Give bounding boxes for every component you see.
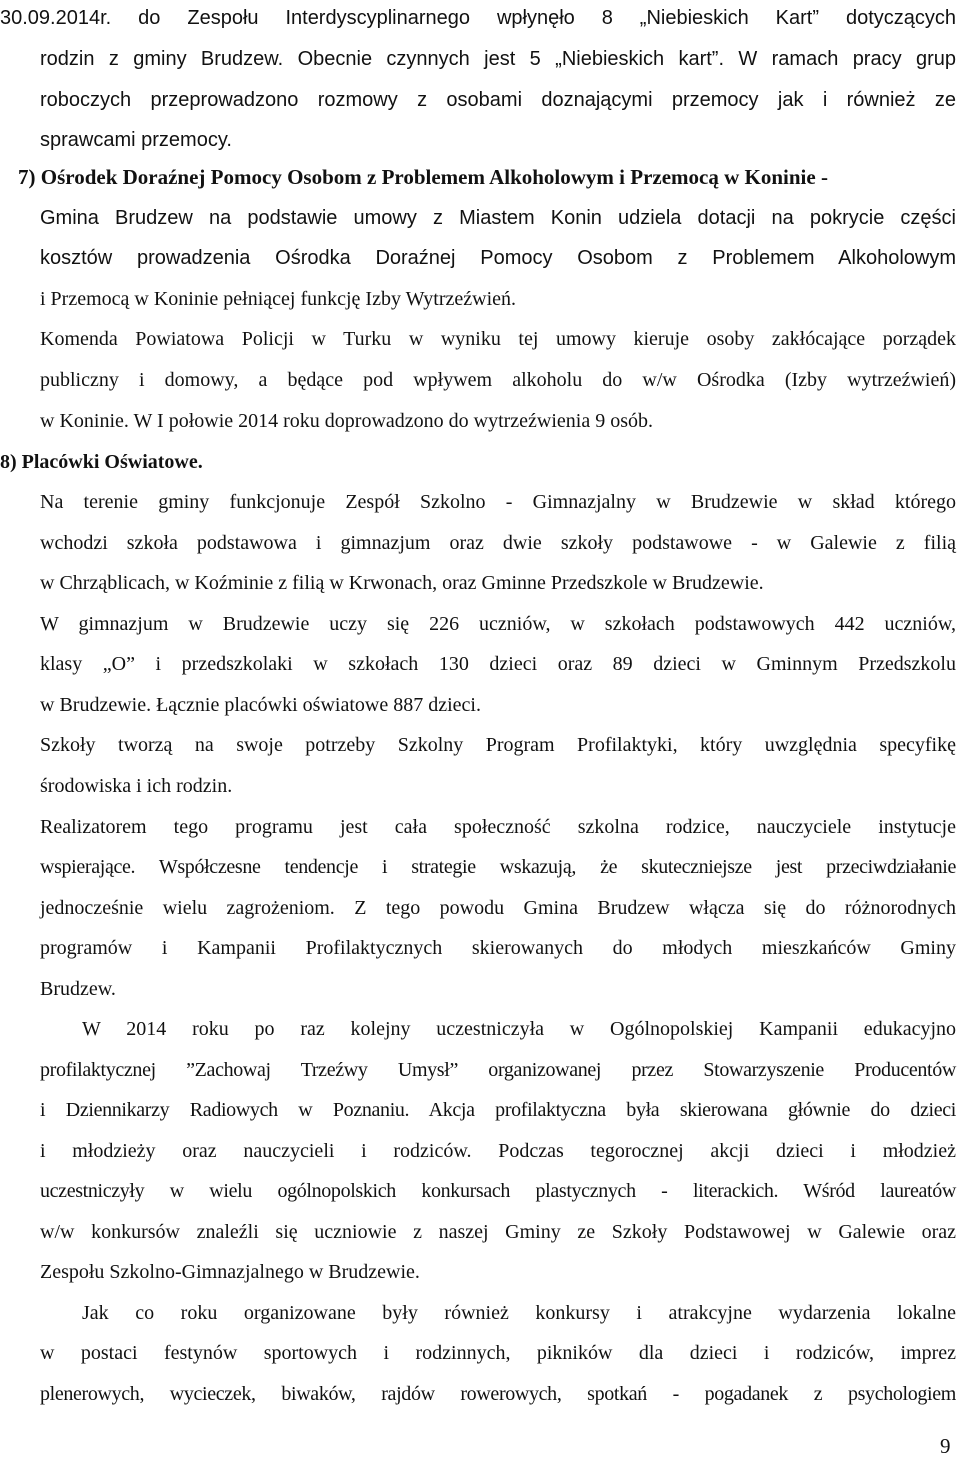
page-number: 9 — [940, 1434, 951, 1458]
section-heading: 7) Ośrodek Doraźnej Pomocy Osobom z Problemem Alkoholowym i Przemocą w Koninie - — [18, 165, 828, 189]
section-line: w Chrząblicach, w Koźminie z filią w Krwonach, oraz Gminne Przedszkole w Brudzewie. — [40, 572, 764, 594]
section-line: Szkoły tworzą na swoje potrzeby Szkolny Program Profilaktyki, który uwzględnia specyfikę — [40, 734, 956, 756]
section-heading: 8) Placówki Oświatowe. — [0, 451, 203, 473]
section-line: profilaktycznej ”Zachowaj Trzeźwy Umysł” organizowanej przez Stowarzyszenie Producentów — [40, 1059, 956, 1081]
section-line: Komenda Powiatowa Policji w Turku w wyniku tej umowy kieruje osoby zakłócające porządek — [40, 328, 956, 350]
section-line: W 2014 roku po raz kolejny uczestniczyła w Ogólnopolskiej Kampanii edukacyjno — [82, 1018, 956, 1040]
section-line: w postaci festynów sportowych i rodzinnych, pikników dla dzieci i rodziców, imprez — [40, 1342, 956, 1364]
section-line: i Przemocą w Koninie pełniącej funkcję Izby Wytrzeźwień. — [40, 288, 517, 310]
section-line: w Brudzewie. Łącznie placówki oświatowe 887 dzieci. — [40, 694, 481, 716]
intro-line: roboczych przeprowadzono rozmowy z osobami doznającymi przemocy jak i również ze — [40, 89, 956, 111]
section-line: publiczny i domowy, a będące pod wpływem alkoholu do w/w Ośrodka (Izby wytrzeźwień) — [40, 369, 956, 391]
section-line: W gimnazjum w Brudzewie uczy się 226 uczniów, w szkołach podstawowych 442 uczniów, — [40, 613, 956, 635]
section-line: środowiska i ich rodzin. — [40, 775, 233, 797]
section-line: wchodzi szkoła podstawowa i gimnazjum oraz dwie szkoły podstawowe - w Galewie z filią — [40, 532, 956, 554]
intro-line: 30.09.2014r. do Zespołu Interdyscyplinarnego wpłynęło 8 „Niebieskich Kart” dotyczących — [0, 7, 956, 29]
section-line: programów i Kampanii Profilaktycznych skierowanych do młodych mieszkańców Gminy — [40, 937, 956, 959]
section-line: i Dziennikarzy Radiowych w Poznaniu. Akcja profilaktyczna była skierowana głównie do dzieci — [40, 1099, 956, 1121]
section-line: Realizatorem tego programu jest cała społeczność szkolna rodzice, nauczyciele instytucje — [40, 816, 956, 838]
section-line: Brudzew. — [40, 978, 116, 1000]
section-line: Jak co roku organizowane były również konkursy i atrakcyjne wydarzenia lokalne — [82, 1302, 956, 1324]
section-line: uczestniczyły w wielu ogólnopolskich konkursach plastycznych - literackich. Wśród laureatów — [40, 1180, 956, 1202]
section-line: Zespołu Szkolno-Gimnazjalnego w Brudzewie. — [40, 1261, 420, 1283]
section-line: jednocześnie wielu zagrożeniom. Z tego powodu Gmina Brudzew włącza się do różnorodnych — [40, 897, 956, 919]
section-line: Na terenie gminy funkcjonuje Zespół Szkolno - Gimnazjalny w Brudzewie w skład którego — [40, 491, 956, 513]
section-line: kosztów prowadzenia Ośrodka Doraźnej Pomocy Osobom z Problemem Alkoholowym — [40, 247, 956, 269]
intro-line: sprawcami przemocy. — [40, 129, 232, 151]
section-line: Gmina Brudzew na podstawie umowy z Miastem Konin udziela dotacji na pokrycie części — [40, 207, 956, 229]
section-line: klasy „O” i przedszkolaki w szkołach 130 dzieci oraz 89 dzieci w Gminnym Przedszkolu — [40, 653, 956, 675]
section-line: i młodzieży oraz nauczycieli i rodziców. Podczas tegorocznej akcji dzieci i młodzież — [40, 1140, 956, 1162]
section-line: wspierające. Współczesne tendencje i strategie wskazują, że skuteczniejsze jest przeciwdziałanie — [40, 856, 956, 878]
section-line: plenerowych, wycieczek, biwaków, rajdów rowerowych, spotkań - pogadanek z psychologiem — [40, 1383, 956, 1405]
intro-line: rodzin z gminy Brudzew. Obecnie czynnych jest 5 „Niebieskich kart”. W ramach pracy grup — [40, 48, 956, 70]
section-line: w Koninie. W I połowie 2014 roku doprowadzono do wytrzeźwienia 9 osób. — [40, 410, 654, 432]
section-line: w/w konkursów znaleźli się uczniowie z naszej Gminy ze Szkoły Podstawowej w Galewie oraz — [40, 1221, 956, 1243]
